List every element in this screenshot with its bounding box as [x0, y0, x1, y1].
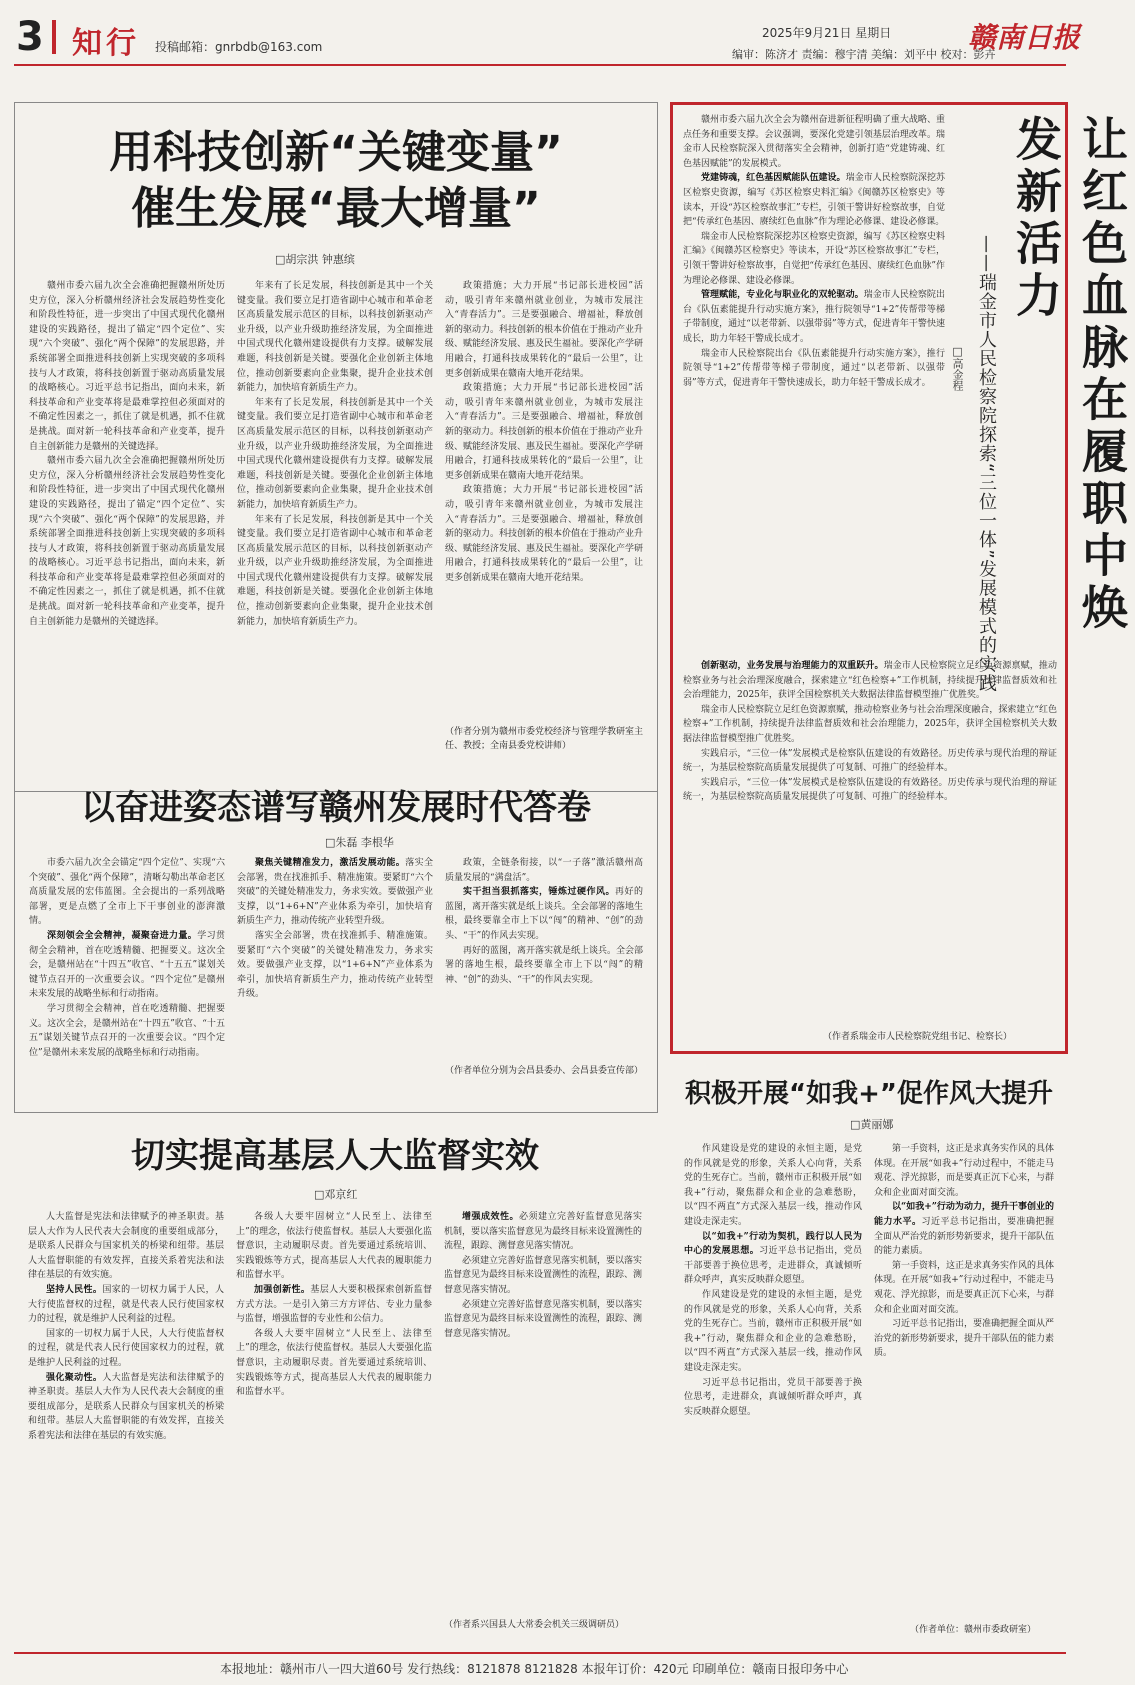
- article-red-bloodline: [670, 102, 1129, 1054]
- issue-date: 2025年9月21日 星期日: [762, 26, 892, 40]
- article-byline: □黄丽娜: [850, 1118, 894, 1131]
- article-npc-supervision: [14, 1118, 656, 1644]
- article-column: 增强成效性。必须建立完善好监督意见落实机制，要以落实监督意见为最终目标来设置测性的流程，跟踪、测督意见落实情况。 必须建立完善好监督意见落实机制，要以落实监督意见为最终目标来设置测性的流程，跟踪、测督意见落实情况。 必须建立完善好监督意见落实机制，要以落实监督意见为最终目标来设置测性的流程，跟踪、测督意见落实情况。: [444, 1212, 643, 1339]
- article-byline: □胡宗洪 钟惠缤: [275, 253, 355, 266]
- newspaper-logo: 赣南日报: [968, 21, 1081, 54]
- article-byline: □高金程: [951, 345, 964, 391]
- article-column: 人大监督是宪法和法律赋予的神圣职责。基层人大作为人民代表大会制度的重要组成部分，是联系人民群众与国家机关的桥梁和纽带。基层人大监督职能的有效发挥，直接关系着宪法和法律在基层的有效实施。 坚持人民性。国家的一切权力属于人民，人大行使监督权的过程，就是代表人民行使国家权力的过程，就是维护人民利益的过程。 国家的一切权力属于人民，人大行使监督权的过程，就是代表人民行使国家权力的过程，就是维护人民利益的过程。 强化聚动性。人大监督是宪法和法律赋予的神圣职责。基层人大作为人民代表大会制度的重要组成部分，是联系人民群众与国家机关的桥梁和纽带。基层人大监督职能的有效发挥，直接关系着宪法和法律在基层的有效实施。: [28, 1212, 224, 1441]
- article-column: 政策措施；大力开展“书记部长进校园”活动，吸引青年来赣州就业创业，为城市发展注入“青春活力”。三是要强融合、增福祉，释放创新的驱动力。科技创新的根本价值在于推动产业升级、赋能经济发展、惠及民生福祉。要深化产学研用融合，打通科技成果转化的“最后一公里”，让更多创新成果在赣南大地开花结果。 政策措施；大力开展“书记部长进校园”活动，吸引青年来赣州就业创业，为城市发展注入“青春活力”。三是要强融合、增福祉，释放创新的驱动力。科技创新的根本价值在于推动产业升级、赋能经济发展、惠及民生福祉。要深化产学研用融合，打通科技成果转化的“最后一公里”，让更多创新成果在赣南大地开花结果。 政策措施；大力开展“书记部长进校园”活动，吸引青年来赣州就业创业，为城市发展注入“青春活力”。三是要强融合、增福祉，释放创新的驱动力。科技创新的根本价值在于推动产业升级、赋能经济发展、惠及民生福祉。要深化产学研用融合，打通科技成果转化的“最后一公里”，让更多创新成果在赣南大地开花结果。: [445, 281, 644, 583]
- section-divider: [52, 20, 56, 54]
- article-ruwo-style: [670, 1060, 1068, 1646]
- article-column: 创新驱动，业务发展与治理能力的双重跃升。瑞金市人民检察院立足红色资源禀赋，推动检察业务与社会治理深度融合，探索建立“红色检察+”工作机制，持续提升法律监督质效和社会治理能力，2025年，获评全国检察机关大数据法律监督模型推广优胜奖。 瑞金市人民检察院立足红色资源禀赋，推动检察业务与社会治理深度融合，探索建立“红色检察+”工作机制，持续提升法律监督质效和社会治理能力，2025年，获评全国检察机关大数据法律监督模型推广优胜奖。 实践启示，“三位一体”发展模式是检察队伍建设的有效路径。历史传承与现代治理的辩证统一，为基层检察院高质量发展提供了可复制、可推广的经验样本。 实践启示，“三位一体”发展模式是检察队伍建设的有效路径。历史传承与现代治理的辩证统一，为基层检察院高质量发展提供了可复制、可推广的经验样本。: [683, 661, 1057, 803]
- editor-credits: 编审：陈济才 责编：穆宇清 美编：刘平中 校对：彭卉: [732, 48, 996, 61]
- article-subtitle: ——瑞金市人民检察院探索“三位一体”发展模式的实践: [976, 235, 997, 693]
- page-number: 3: [16, 14, 44, 60]
- submission-email: 投稿邮箱：gnrbdb@163.com: [155, 40, 323, 54]
- article-title: 以奋进姿态谱写赣州发展时代答卷: [81, 788, 591, 828]
- article-column: 赣州市委六届九次全会准确把握赣州所处历史方位，深入分析赣州经济社会发展趋势性变化和阶段性特征，进一步突出了中国式现代化赣州建设的实践路径，提出了锚定“四个定位”、实现“六个突破”、强化“两个保障”的发展思路，并系统部署全面推进科技创新上实现突破的多项科技与人才政策，将科技创新置于驱动高质量发展的战略核心。习近平总书记指出，面向未来，新科技革命和产业变革将是最难掌控但必须面对的不确定性因素之一，抓住了就是机遇，抓不住就是挑战。面对新一轮科技革命和产业变革，提升自主创新能力是赣州的关键选择。 赣州市委六届九次全会准确把握赣州所处历史方位，深入分析赣州经济社会发展趋势性变化和阶段性特征，进一步突出了中国式现代化赣州建设的实践路径，提出了锚定“四个定位”、实现“六个突破”、强化“两个保障”的发展思路，并系统部署全面推进科技创新上实现突破的多项科技与人才政策，将科技创新置于驱动高质量发展的战略核心。习近平总书记指出，面向未来，新科技革命和产业变革将是最难掌控但必须面对的不确定性因素之一，抓住了就是机遇，抓不住就是挑战。面对新一轮科技革命和产业变革，提升自主创新能力是赣州的关键选择。: [29, 281, 225, 627]
- article-column: 第一手资料，这正是求真务实作风的具体体现。在开展“如我+”行动过程中，不能走马观花、浮光掠影，而是要真正沉下心来，与群众和企业面对面交流。 以“如我+”行动为动力，提升干事创业的能力水平。习近平总书记指出，要准确把握全面从严治党的新形势新要求，提升干部队伍的能力素质。 第一手资料，这正是求真务实作风的具体体现。在开展“如我+”行动过程中，不能走马观花、浮光掠影，而是要真正沉下心来，与群众和企业面对面交流。 习近平总书记指出，要准确把握全面从严治党的新形势新要求，提升干部队伍的能力素质。: [874, 1144, 1055, 1359]
- author-credit: （作者分别为赣州市委党校经济与管理学教研室主任、教授；全南县委党校讲师）: [445, 727, 644, 751]
- article-title: 让红色血脉在履职中焕发新活力: [1009, 115, 1129, 635]
- article-byline: □朱磊 李根华: [325, 836, 394, 849]
- section-name: 知行: [72, 26, 140, 61]
- footer-rule: [14, 1652, 1066, 1654]
- article-time-answer: [14, 776, 658, 1113]
- author-credit: （作者系兴国县人大常委会机关三级调研员）: [444, 1620, 625, 1630]
- article-column: 赣州市委六届九次全会为赣州奋进新征程明确了重大战略、重点任务和重要支撑。会议强调，要深化党建引领基层治理改革。瑞金市人民检察院深入贯彻落实全会精神，创新打造“党建铸魂、红色基因赋能”的发展模式。 党建铸魂，红色基因赋能队伍建设。瑞金市人民检察院深挖苏区检察史资源，编写《苏区检察史料汇编》《闽赣苏区检察史》等读本，开设“苏区检察故事汇”专栏，引领干警讲好检察故事，自觉把“传承红色基因、赓续红色血脉”作为理论必修课、建设必修课。 瑞金市人民检察院深挖苏区检察史资源，编写《苏区检察史料汇编》《闽赣苏区检察史》等读本，开设“苏区检察故事汇”专栏，引领干警讲好检察故事，自觉把“传承红色基因、赓续红色血脉”作为理论必修课、建设必修课。 管理赋能，专业化与职业化的双轮驱动。瑞金市人民检察院出台《队伍素能提升行动实施方案》，推行院领导“1+2”传帮带等梯子带制度，通过“以老带新、以强带弱”等方式，促进青年干警快速成长，助力年轻干警成长成才。 瑞金市人民检察院出台《队伍素能提升行动实施方案》，推行院领导“1+2”传帮带等梯子带制度，通过“以老带新、以强带弱”等方式，促进青年干警快速成长，助力年轻干警成长成才。: [683, 115, 945, 388]
- article-title: 用科技创新“关键变量” 催生发展“最大增量”: [109, 127, 563, 234]
- article-column: 聚焦关键精准发力，激活发展动能。落实全会部署，贵在找准抓手、精准施策。要紧盯“六个突破”的关键处精准发力，务求实效。要做强产业支撑，以“1+6+N”产业体系为牵引，加快培育新质生产力，推动传统产业转型升级。 落实全会部署，贵在找准抓手、精准施策。要紧盯“六个突破”的关键处精准发力，务求实效。要做强产业支撑，以“1+6+N”产业体系为牵引，加快培育新质生产力，推动传统产业转型升级。: [237, 858, 433, 1000]
- article-title: 切实提高基层人大监督实效: [131, 1136, 539, 1176]
- article-tech-innovation: [14, 102, 658, 792]
- article-column: 政策，全链条衔接，以“一子落”激活赣州高质量发展的“满盘活”。 实干担当狠抓落实，锤炼过硬作风。再好的蓝图，离开落实就是纸上谈兵。全会部署的落地生根，最终要靠全市上下以“闯”的精神、“创”的劲头、“干”的作风去实现。 再好的蓝图，离开落实就是纸上谈兵。全会部署的落地生根，最终要靠全市上下以“闯”的精神、“创”的劲头、“干”的作风去实现。: [445, 858, 644, 985]
- article-column: 年来有了长足发展，科技创新是其中一个关键变量。我们要立足打造省副中心城市和革命老区高质量发展示范区的目标，以科技创新驱动产业升级，以产业升级助推经济发展，为全面推进中国式现代化赣州建设提供有力支撑。破解发展难题，科技创新是关键。要强化企业创新主体地位，推动创新要素向企业集聚，提升企业技术创新能力，加快培育新质生产力。 年来有了长足发展，科技创新是其中一个关键变量。我们要立足打造省副中心城市和革命老区高质量发展示范区的目标，以科技创新驱动产业升级，以产业升级助推经济发展，为全面推进中国式现代化赣州建设提供有力支撑。破解发展难题，科技创新是关键。要强化企业创新主体地位，推动创新要素向企业集聚，提升企业技术创新能力，加快培育新质生产力。 年来有了长足发展，科技创新是其中一个关键变量。我们要立足打造省副中心城市和革命老区高质量发展示范区的目标，以科技创新驱动产业升级，以产业升级助推经济发展，为全面推进中国式现代化赣州建设提供有力支撑。破解发展难题，科技创新是关键。要强化企业创新主体地位，推动创新要素向企业集聚，提升企业技术创新能力，加快培育新质生产力。: [237, 281, 433, 627]
- article-column: 作风建设是党的建设的永恒主题，是党的作风就是党的形象，关系人心向背，关系党的生死存亡。当前，赣州市正积极开展“如我+”行动，聚焦群众和企业的急难愁盼，以“四不两直”方式深入基层一线，推动作风建设走深走实。 以“如我+”行动为契机，践行以人民为中心的发展思想。习近平总书记指出，党员干部要善于换位思考，走进群众，真诚倾听群众呼声，真实反映群众愿望。 作风建设是党的建设的永恒主题，是党的作风就是党的形象，关系人心向背，关系党的生死存亡。当前，赣州市正积极开展“如我+”行动，聚焦群众和企业的急难愁盼，以“四不两直”方式深入基层一线，推动作风建设走深走实。 习近平总书记指出，党员干部要善于换位思考，走进群众，真诚倾听群众呼声，真实反映群众愿望。: [684, 1144, 862, 1417]
- author-credit: （作者系瑞金市人民检察院党组书记、检察长）: [823, 1032, 1013, 1042]
- header-rule: [14, 64, 1066, 66]
- article-column: 各级人大要牢固树立“人民至上、法律至上”的理念，依法行使监督权。基层人大要强化监督意识，主动履职尽责。首先要通过系统培训、实践锻炼等方式，提高基层人大代表的履职能力和监督水平。 加强创新性。基层人大要积极探索创新监督方式方法。一是引入第三方方评估、专业力量参与监督，增强监督的专业性和公信力。 各级人大要牢固树立“人民至上、法律至上”的理念，依法行使监督权。基层人大要强化监督意识，主动履职尽责。首先要通过系统培训、实践锻炼等方式，提高基层人大代表的履职能力和监督水平。: [236, 1212, 432, 1398]
- article-title: 积极开展“如我+”促作风大提升: [685, 1079, 1053, 1109]
- article-byline: □邓京红: [314, 1188, 358, 1201]
- author-credit: （作者单位分别为会昌县委办、会昌县委宣传部）: [445, 1066, 644, 1076]
- footer-info: 本报地址：赣州市八一四大道60号 发行热线：8121878 8121828 本报年订价：420元 印刷单位：赣南日报印务中心: [220, 1662, 849, 1676]
- article-column: 市委六届九次全会锚定“四个定位”、实现“六个突破”、强化“两个保障”，清晰勾勒出革命老区高质量发展的宏伟蓝图。全会提出的一系列战略部署，更是点燃了全市上下干事创业的澎湃激情。 深刻领会全会精神，凝聚奋进力量。学习贯彻全会精神，首在吃透精髓、把握要义。这次全会，是赣州站在“十四五”收官、“十五五”谋划关键节点召开的一次重要会议。“四个定位”是赣州未来发展的战略坐标和行动指南。 学习贯彻全会精神，首在吃透精髓、把握要义。这次全会，是赣州站在“十四五”收官、“十五五”谋划关键节点召开的一次重要会议。“四个定位”是赣州未来发展的战略坐标和行动指南。: [29, 858, 225, 1058]
- author-credit: （作者单位：赣州市委政研室）: [910, 1625, 1037, 1635]
